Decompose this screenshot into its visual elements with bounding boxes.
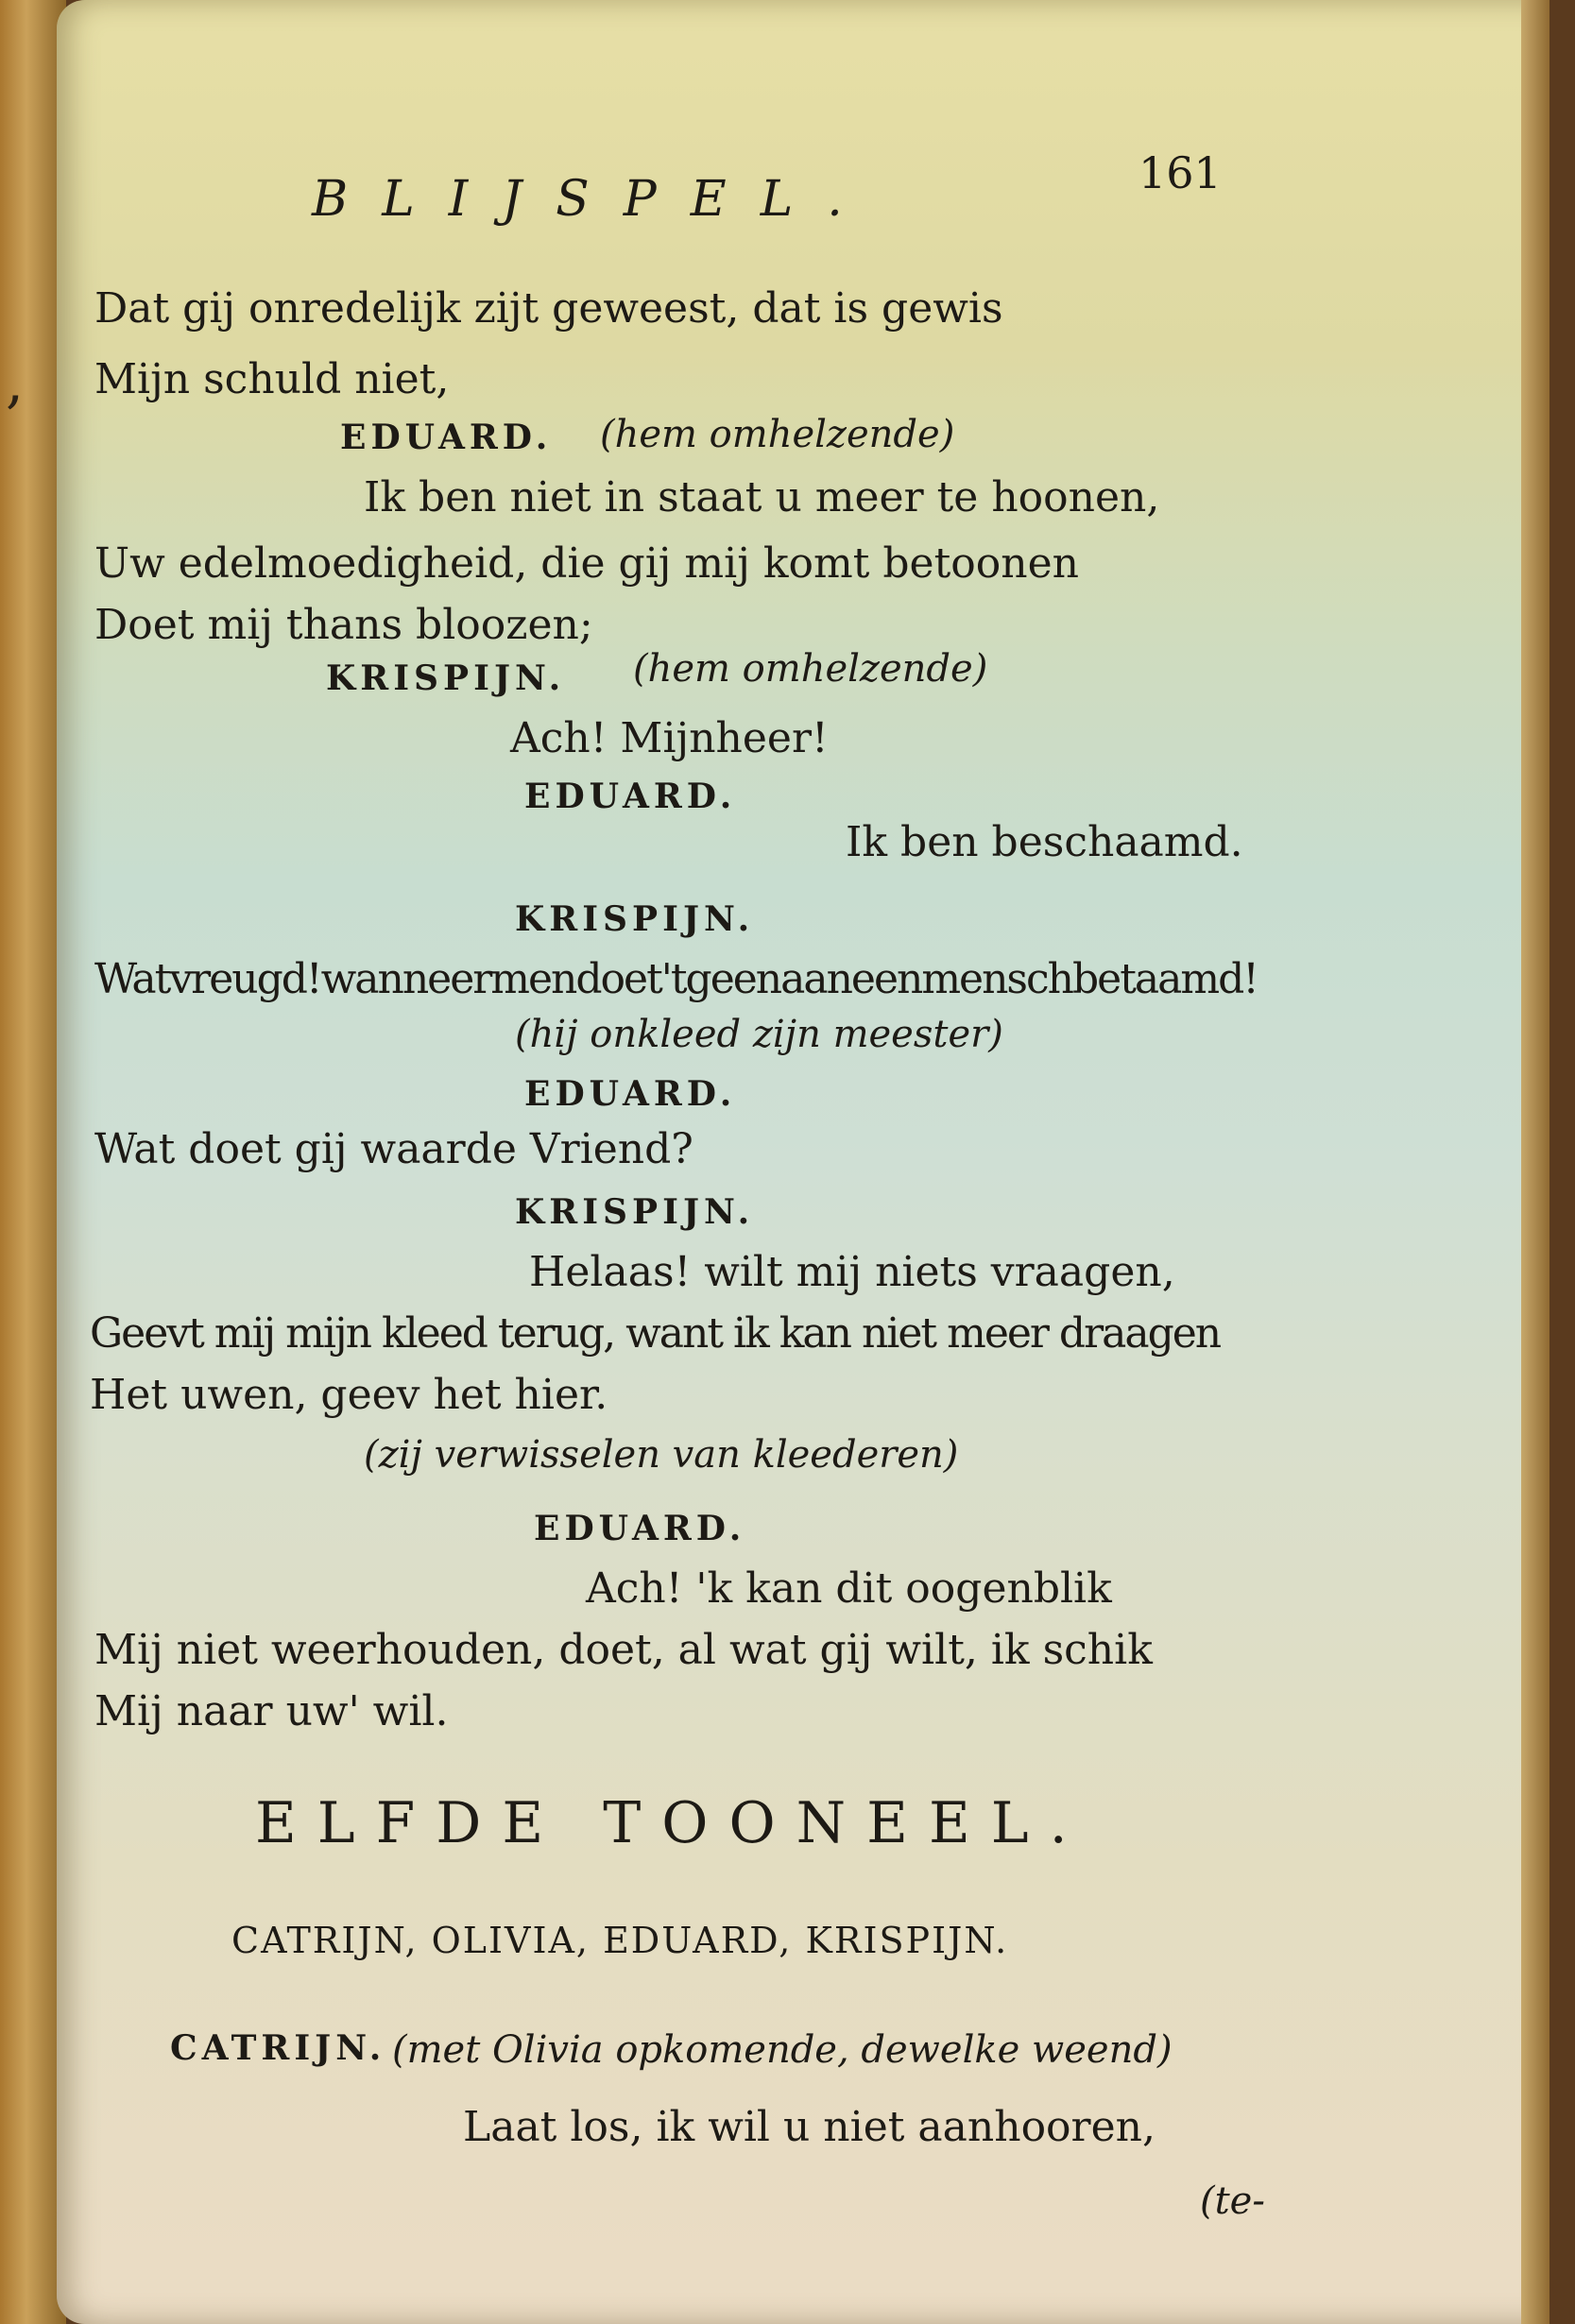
stage-direction: (met Olivia opkomende, dewelke weend) bbox=[392, 2028, 1173, 2072]
verse-line: Helaas! wilt mij niets vraagen, bbox=[529, 1248, 1175, 1296]
verse-line: Mij naar uw' wil. bbox=[94, 1687, 449, 1735]
page-right-edge bbox=[1521, 0, 1549, 2324]
speaker-name: EDUARD. bbox=[524, 1074, 737, 1114]
running-head: BLIJSPEL. bbox=[312, 171, 877, 228]
verse-line: Ik ben niet in staat u meer te hoonen, bbox=[364, 473, 1160, 521]
verse-line: Watvreugd!wanneermendoet'tgeenaaneenmenschbetaamd! bbox=[94, 955, 1258, 1003]
verse-line: Ach! 'k kan dit oogenblik bbox=[586, 1564, 1112, 1613]
verse-line: Uw edelmoedigheid, die gij mij komt betoonen bbox=[94, 539, 1079, 588]
verse-line: Mij niet weerhouden, doet, al wat gij wilt, ik schik bbox=[94, 1626, 1153, 1674]
speaker-name: EDUARD. bbox=[534, 1509, 746, 1548]
verse-line: Laat los, ik wil u niet aanhooren, bbox=[463, 2103, 1156, 2151]
verse-line: Ach! Mijnheer! bbox=[510, 714, 829, 762]
verse-line: Geevt mij mijn kleed terug, want ik kan niet meer draagen bbox=[90, 1309, 1221, 1358]
stage-direction: (hem omhelzende) bbox=[600, 413, 955, 456]
previous-page-mark: , bbox=[6, 350, 25, 416]
speaker-name: KRISPIJN. bbox=[326, 658, 566, 698]
page-number: 161 bbox=[1138, 147, 1222, 198]
stage-direction: (hem omhelzende) bbox=[633, 647, 988, 691]
scene-title: ELFDE TOONEEL. bbox=[255, 1790, 1088, 1856]
scene-cast-list: CATRIJN, OLIVIA, EDUARD, KRISPIJN. bbox=[231, 1920, 1009, 1961]
speaker-name: EDUARD. bbox=[524, 777, 737, 816]
verse-line: Doet mij thans bloozen; bbox=[94, 601, 593, 649]
verse-line: Wat doet gij waarde Vriend? bbox=[94, 1125, 693, 1173]
speaker-name: EDUARD. bbox=[340, 418, 553, 457]
speaker-name: KRISPIJN. bbox=[515, 1192, 755, 1232]
speaker-name: KRISPIJN. bbox=[515, 899, 755, 939]
stage-direction: (zij verwisselen van kleederen) bbox=[364, 1433, 959, 1477]
verse-line: Dat gij onredelijk zijt geweest, dat is gewis bbox=[94, 284, 1003, 333]
verse-line: Mijn schuld niet, bbox=[94, 355, 450, 403]
stage-direction: (hij onkleed zijn meester) bbox=[515, 1013, 1003, 1056]
verse-line: Ik ben beschaamd. bbox=[846, 818, 1243, 866]
speaker-name: CATRIJN. bbox=[170, 2028, 386, 2068]
catchword: (te- bbox=[1200, 2179, 1265, 2223]
verse-line: Het uwen, geev het hier. bbox=[90, 1371, 608, 1419]
